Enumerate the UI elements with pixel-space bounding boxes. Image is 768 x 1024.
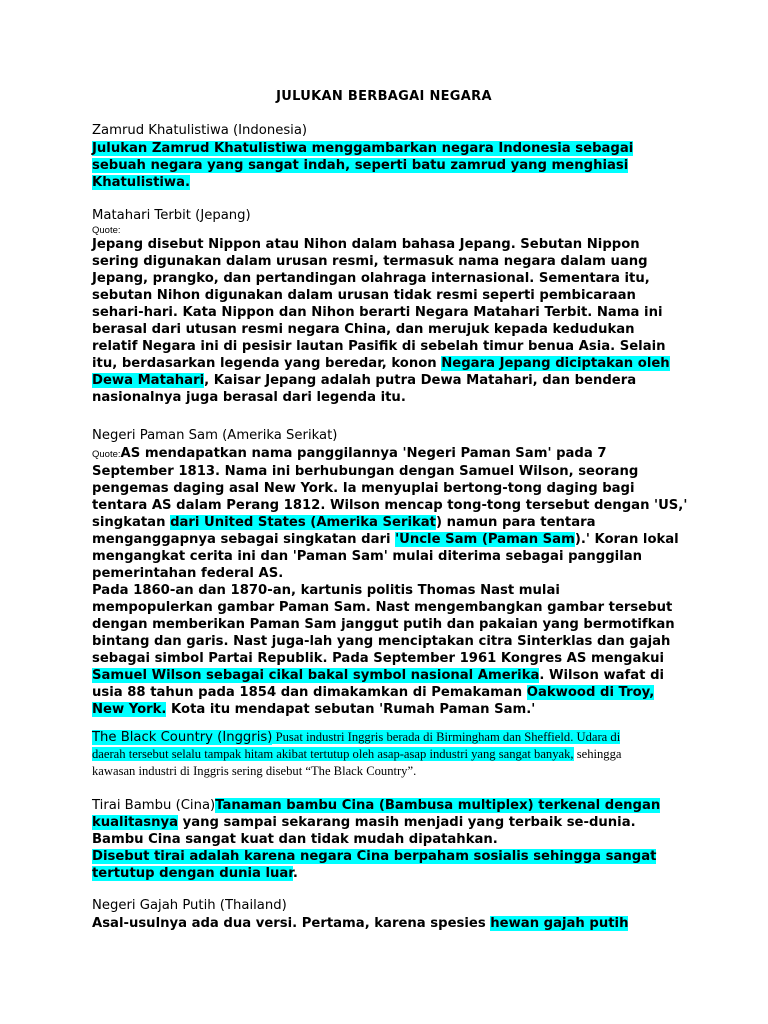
section-heading: Zamrud Khatulistiwa (Indonesia): [92, 123, 308, 138]
body-line: Tirai Bambu (Cina)Tanaman bambu Cina (Bambusa multiplex) terkenal dengan: [92, 798, 661, 813]
body-line: berasal dari utusan resmi negara China, dan merujuk kepada kedudukan: [92, 322, 635, 337]
body-line: Disebut tirai adalah karena negara Cina berpaham sosialis sehingga sangat: [92, 849, 657, 864]
quote-label: Quote:: [92, 449, 121, 460]
section-heading: Matahari Terbit (Jepang): [92, 208, 251, 223]
section-thailand: [92, 896, 692, 932]
body-line: kualitasnya yang sampai sekarang masih menjadi yang terbaik se-dunia.: [92, 815, 636, 830]
body-line: Samuel Wilson sebagai cikal bakal symbol nasional Amerika. Wilson wafat di: [92, 668, 665, 683]
body-line: daerah tersebut selalu tampak hitam akibat tertutup oleh asap-asap industri yang sangat banyak, sehingga: [92, 747, 622, 761]
body-line: Jepang, prangko, dan pertandingan olahraga internasional. Sementara itu,: [92, 271, 650, 286]
body-line: sebuah negara yang sangat indah, seperti batu zamrud yang menghiasi: [92, 158, 629, 173]
body-line: Jepang disebut Nippon atau Nihon dalam bahasa Jepang. Sebutan Nippon: [92, 237, 640, 252]
body-line: Khatulistiwa.: [92, 175, 191, 190]
body-line: Asal-usulnya ada dua versi. Pertama, karena spesies hewan gajah putih: [92, 916, 629, 931]
body-line: mengangkat cerita ini dan 'Paman Sam' mulai diterima sebagai panggilan: [92, 549, 642, 564]
body-line: The Black Country (Inggris) Pusat industri Inggris berada di Birmingham dan Sheffield. Udara di: [92, 730, 621, 745]
body-line: menganggapnya sebagai singkatan dari 'Uncle Sam (Paman Sam).' Koran lokal: [92, 532, 679, 547]
section-inggris: [92, 729, 712, 780]
body-line: sehari-hari. Kata Nippon dan Nihon berarti Negara Matahari Terbit. Nama ini: [92, 305, 663, 320]
body-line: sebagai simbol Partai Republik. Pada September 1961 Kongres AS mengakui: [92, 651, 665, 666]
section-cina: [92, 797, 692, 882]
body-line: usia 88 tahun pada 1854 dan dimakamkan di Pemakaman Oakwood di Troy,: [92, 685, 655, 700]
section-heading: The Black Country (Inggris): [92, 730, 273, 745]
body-line: sebutan Nihon digunakan dalam urusan tidak resmi seperti pembicaraan: [92, 288, 636, 303]
section-heading: Negeri Gajah Putih (Thailand): [92, 898, 287, 913]
body-line: pengemas daging asal New York. Ia menyuplai bertong-tong daging bagi: [92, 481, 635, 496]
body-line: tertutup dengan dunia luar.: [92, 866, 298, 881]
body-line: nasionalnya juga berasal dari legenda itu.: [92, 390, 406, 405]
body-line: relatif Negara ini di pesisir lautan Pasifik di sebelah timur benua Asia. Selain: [92, 339, 666, 354]
body-line: Julukan Zamrud Khatulistiwa menggambarkan negara Indonesia sebagai: [92, 141, 634, 156]
body-line: dengan memberikan Paman Sam janggut putih dan pakaian yang bermotifkan: [92, 617, 675, 632]
body-line: Quote:AS mendapatkan nama panggilannya 'Negeri Paman Sam' pada 7: [92, 446, 607, 461]
body-line: Pada 1860-an dan 1870-an, kartunis politis Thomas Nast mulai: [92, 583, 560, 598]
body-line: Bambu Cina sangat kuat dan tidak mudah dipatahkan.: [92, 832, 498, 847]
body-line: September 1813. Nama ini berhubungan dengan Samuel Wilson, seorang: [92, 464, 639, 479]
page-title: JULUKAN BERBAGAI NEGARA: [276, 89, 492, 104]
body-line: tentara AS dalam Perang 1812. Wilson mencap tong-tong tersebut dengan 'US,': [92, 498, 688, 513]
section-indonesia: [92, 121, 692, 191]
section-amerika: [92, 426, 692, 718]
quote-label: Quote:: [92, 225, 121, 236]
body-line: bintang dan garis. Nast juga-lah yang menciptakan citra Sinterklas dan gajah: [92, 634, 671, 649]
body-line: pemerintahan federal AS.: [92, 566, 284, 581]
body-line: sering digunakan dalam urusan resmi, termasuk nama negara dalam uang: [92, 254, 648, 269]
body-line: New York. Kota itu mendapat sebutan 'Rumah Paman Sam.': [92, 702, 536, 717]
section-jepang: [92, 206, 692, 406]
section-heading: Tirai Bambu (Cina): [92, 798, 216, 813]
body-line: mempopulerkan gambar Paman Sam. Nast mengembangkan gambar tersebut: [92, 600, 673, 615]
section-heading: Negeri Paman Sam (Amerika Serikat): [92, 428, 338, 443]
body-line: kawasan industri di Inggris sering disebut “The Black Country”.: [92, 764, 417, 778]
body-line: singkatan dari United States (Amerika Serikat) namun para tentara: [92, 515, 596, 530]
body-line: Dewa Matahari, Kaisar Jepang adalah putra Dewa Matahari, dan bendera: [92, 373, 637, 388]
body-line: itu, berdasarkan legenda yang beredar, konon Negara Jepang diciptakan oleh: [92, 356, 670, 371]
